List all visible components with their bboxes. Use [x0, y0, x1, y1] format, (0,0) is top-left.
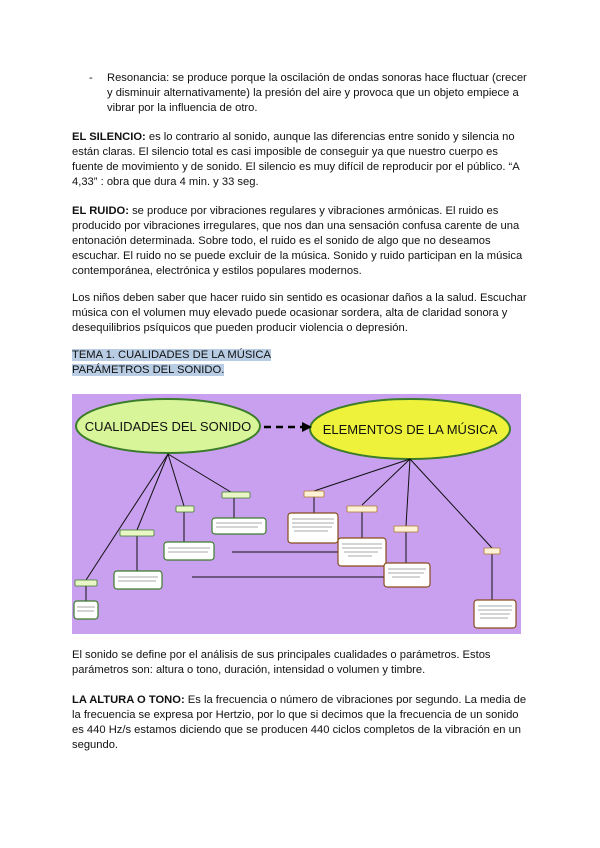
- silencio-paragraph: [72, 130, 532, 190]
- ninos-text: Los niños deben saber que hacer ruido sin sentido es ocasionar daños a la salud. Escuchar música con el volumen muy elevado puede ocasionar sordera, alta de claridad sonora y desequilibrios psíquicos que pueden producir violencia o depresión.: [72, 292, 527, 334]
- tema-heading: [72, 348, 271, 378]
- silencio-title: EL SILENCIO:: [72, 131, 146, 143]
- altura-paragraph: [72, 693, 532, 753]
- sonido-paragraph: [72, 648, 532, 678]
- sonido-text: El sonido se define por el análisis de sus principales cualidades o parámetros. Estos parámetros son: altura o tono, duración, intensidad o volumen y timbre.: [72, 649, 491, 676]
- concept-map-svg: [72, 394, 521, 634]
- resonancia-bullet: [89, 71, 529, 116]
- ruido-paragraph: [72, 204, 532, 279]
- altura-title: LA ALTURA O TONO:: [72, 694, 185, 706]
- tema-line-1: TEMA 1. CUALIDADES DE LA MÚSICA: [72, 349, 271, 361]
- ruido-text: se produce por vibraciones regulares y vibraciones armónicas. El ruido es producido por vibraciones irregulares, que nos dan una sensación confusa carente de una entonación determinada. Sobre todo, el ruido es el sonido de algo que no deseamos escuchar. El ruido no se puede excluir de la música. Sonido y ruido participan en la música contemporánea, electrónica y estilos populares modernos.: [72, 205, 523, 277]
- ruido-title: EL RUIDO:: [72, 205, 129, 217]
- bullet-dash: -: [89, 72, 93, 84]
- altura-text: Es la frecuencia o número de vibraciones por segundo. La media de la frecuencia se expresa por Hertzio, por lo que si decimos que la frecuencia de un sonido es 440 Hz/s estamos diciendo que se producen 440 ciclos completos de la vibración en un segundo.: [72, 694, 527, 751]
- resonancia-text: Resonancia: se produce porque la oscilación de ondas sonoras hace fluctuar (crecer y disminuir alternativamente) la presión del aire y provoca que un objeto empiece a vibrar por la influencia de otro.: [107, 72, 527, 114]
- right-title: ELEMENTOS DE LA MÚSICA: [322, 422, 498, 437]
- tema-line-2: PARÁMETROS DEL SONIDO.: [72, 364, 225, 376]
- left-title: CUALIDADES DEL SONIDO: [84, 419, 252, 434]
- ninos-paragraph: [72, 291, 532, 336]
- concept-map-diagram: [72, 394, 521, 634]
- silencio-text: es lo contrario al sonido, aunque las diferencias entre sonido y silencia no están claras. El silencio total es casi imposible de conseguir ya que nuestro cuerpo es fuente de movimiento y de sonido. El silencio es muy difícil de reproducir por el público. “A 4,33” : obra que dura 4 min. y 33 seg.: [72, 131, 520, 188]
